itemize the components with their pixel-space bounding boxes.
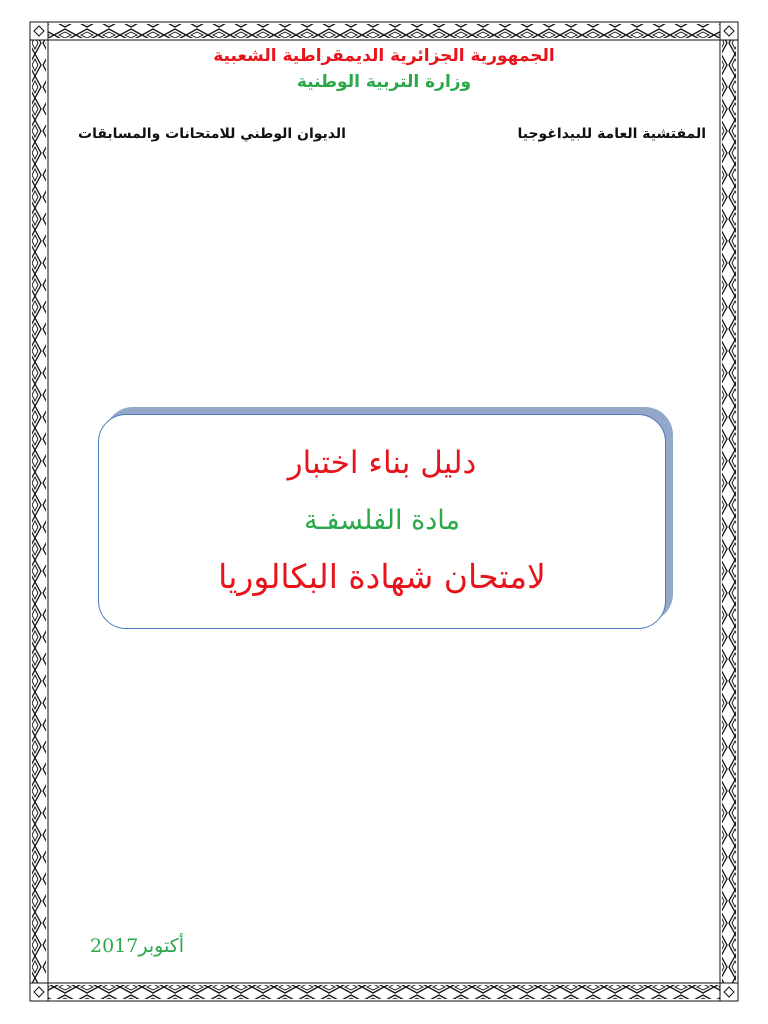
subject-title: مادة الفلسفـة	[304, 505, 460, 536]
republic-heading: الجمهورية الجزائرية الديمقراطية الشعبية	[213, 46, 555, 66]
guide-title: دليل بناء اختبار	[287, 445, 477, 481]
title-box	[98, 414, 666, 629]
exam-title: لامتحان شهادة البكالوريا	[218, 557, 546, 596]
national-office-label: الديوان الوطني للامتحانات والمسابقات	[78, 126, 346, 142]
inspectorate-label: المفتشية العامة للبيداغوجيا	[517, 126, 706, 142]
ministry-heading: وزارة التربية الوطنية	[296, 72, 472, 92]
publication-date: أكتوبر2017	[90, 935, 185, 957]
